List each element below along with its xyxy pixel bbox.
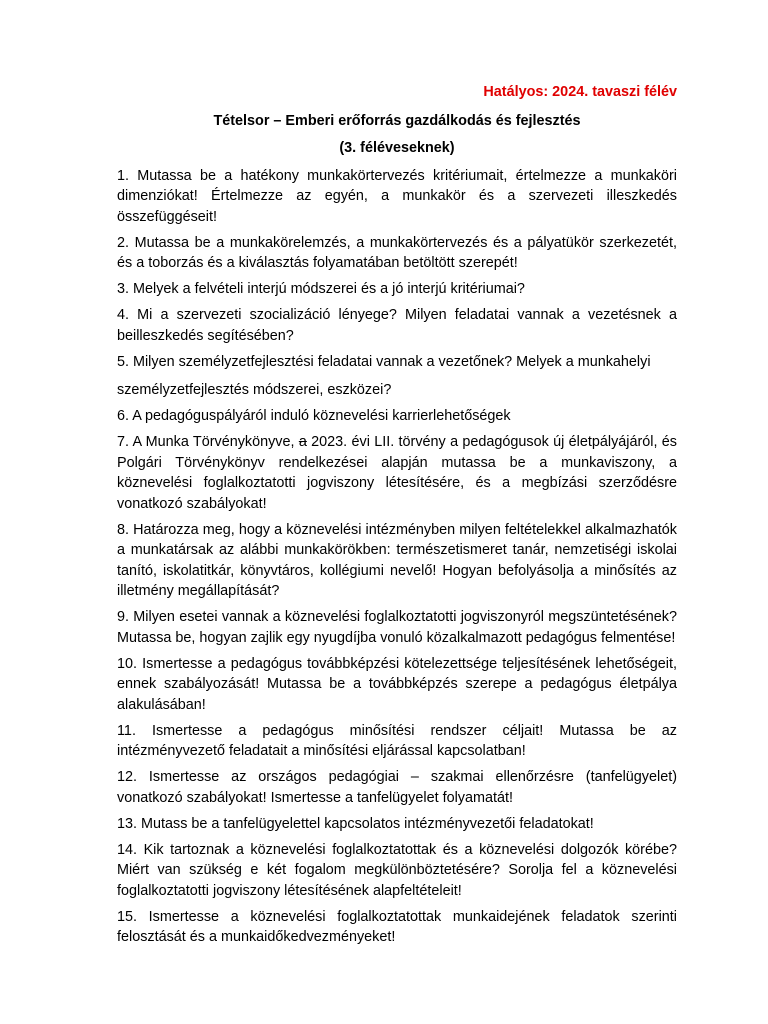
question-text: 1. Mutassa be a hatékony munkakörtervezés kritériumait, értelmezze a munkaköri dimenziókat! Értelmezze az egyén, a munkakör és a szervezeti illeszkedés összefüggéseit! xyxy=(117,167,677,225)
question-text: 5. Milyen személyzetfejlesztési feladatai vannak a vezetőnek? Melyek a munkahelyi xyxy=(117,353,651,370)
question-item-15 xyxy=(117,907,677,948)
question-item-10 xyxy=(117,654,677,716)
question-item-5 xyxy=(117,352,677,401)
question-text: 12. Ismertesse az országos pedagógiai – szakmai ellenőrzésre (tanfelügyelet) vonatkozó szabályokat! Ismertesse a tanfelügyelet folyamatát! xyxy=(117,769,677,806)
question-text: 2. Mutassa be a munkakörelemzés, a munkakörtervezés és a pályatükör szerkezetét, és a toborzás és a kiválasztás folyamatában betöltött szerepét! xyxy=(117,234,677,271)
question-item-12 xyxy=(117,767,677,808)
question-text: 6. A pedagóguspályáról induló köznevelési karrierlehetőségek xyxy=(117,408,511,424)
question-text: 13. Mutass be a tanfelügyelettel kapcsolatos intézményvezetői feladatokat! xyxy=(117,815,594,832)
question-text: 9. Milyen esetei vannak a köznevelési foglalkoztatotti jogviszonyról megszüntetésének? Mutassa be, hogyan zajlik egy nyugdíjba vonuló közalkalmazott pedagógus felmentése! xyxy=(117,609,677,646)
question-item-3 xyxy=(117,279,677,300)
question-text: 10. Ismertesse a pedagógus továbbképzési kötelezettsége teljesítésének lehetőségeit, ennek szabályozását! Mutassa be a továbbképzés szerepe a pedagógus életpálya alakulásában! xyxy=(117,655,677,713)
question-item-14 xyxy=(117,840,677,902)
question-item-1 xyxy=(117,166,677,228)
question-text: 14. Kik tartoznak a köznevelési foglalkoztatottak és a köznevelési dolgozók körébe? Miért van szükség e két fogalom megkülönböztetésére? Sorolja fel a köznevelési foglalkoztatotti jogviszony létesítésének alapfeltételeit! xyxy=(117,841,677,899)
question-item-4 xyxy=(117,305,677,346)
question-item-9 xyxy=(117,607,677,648)
question-text-part: 7. A Munka Törvénykönyve, xyxy=(117,434,299,450)
question-item-2 xyxy=(117,233,677,274)
question-text xyxy=(117,432,677,514)
document-page xyxy=(117,82,677,953)
question-text-continuation: személyzetfejlesztés módszerei, eszközei? xyxy=(117,382,392,398)
struck-word: a xyxy=(298,434,307,450)
document-title: Tételsor – Emberi erőforrás gazdálkodás és fejlesztés xyxy=(213,112,581,129)
question-text: 15. Ismertesse a köznevelési foglalkoztatottak munkaidejének feladatok szerinti felosztását és a munkaidőkedvezményeket! xyxy=(117,908,677,945)
validity-label: Hatályos: 2024. tavaszi félév xyxy=(483,84,677,100)
question-text: 8. Határozza meg, hogy a köznevelési intézményben milyen feltételekkel alkalmazhatók a munkatársak az alábbi munkakörökben: természetismeret tanár, nemzetiségi iskolai tanító, iskolatitkár, könyvtáros, kollégiumi nevelő! Hogyan befolyásolja a minősítés az illetmény megállapítását? xyxy=(117,521,677,599)
question-item-7 xyxy=(117,432,677,514)
question-item-11 xyxy=(117,721,677,762)
question-item-6 xyxy=(117,406,677,427)
question-text: 11. Ismertesse a pedagógus minősítési rendszer céljait! Mutassa be az intézményvezető feladatait a minősítési eljárással kapcsolatban! xyxy=(117,722,677,759)
question-text-part: 2023. évi LII. törvény a pedagógusok új életpályájáról, és Polgári Törvénykönyv rendelkezései alapján mutassa be a munkaviszony, a köznevelési foglalkoztatotti jogviszony létesítésére, és a megbízási szerződésre vonatkozó szabályokat! xyxy=(117,434,677,512)
question-text: 4. Mi a szervezeti szocializáció lényege? Milyen feladatai vannak a vezetésnek a beilleszkedés segítésében? xyxy=(117,307,677,344)
question-item-13 xyxy=(117,814,677,835)
question-text: 3. Melyek a felvételi interjú módszerei és a jó interjú kritériumai? xyxy=(117,281,525,297)
document-subtitle: (3. féléveseknek) xyxy=(339,140,455,156)
question-item-8 xyxy=(117,520,677,602)
